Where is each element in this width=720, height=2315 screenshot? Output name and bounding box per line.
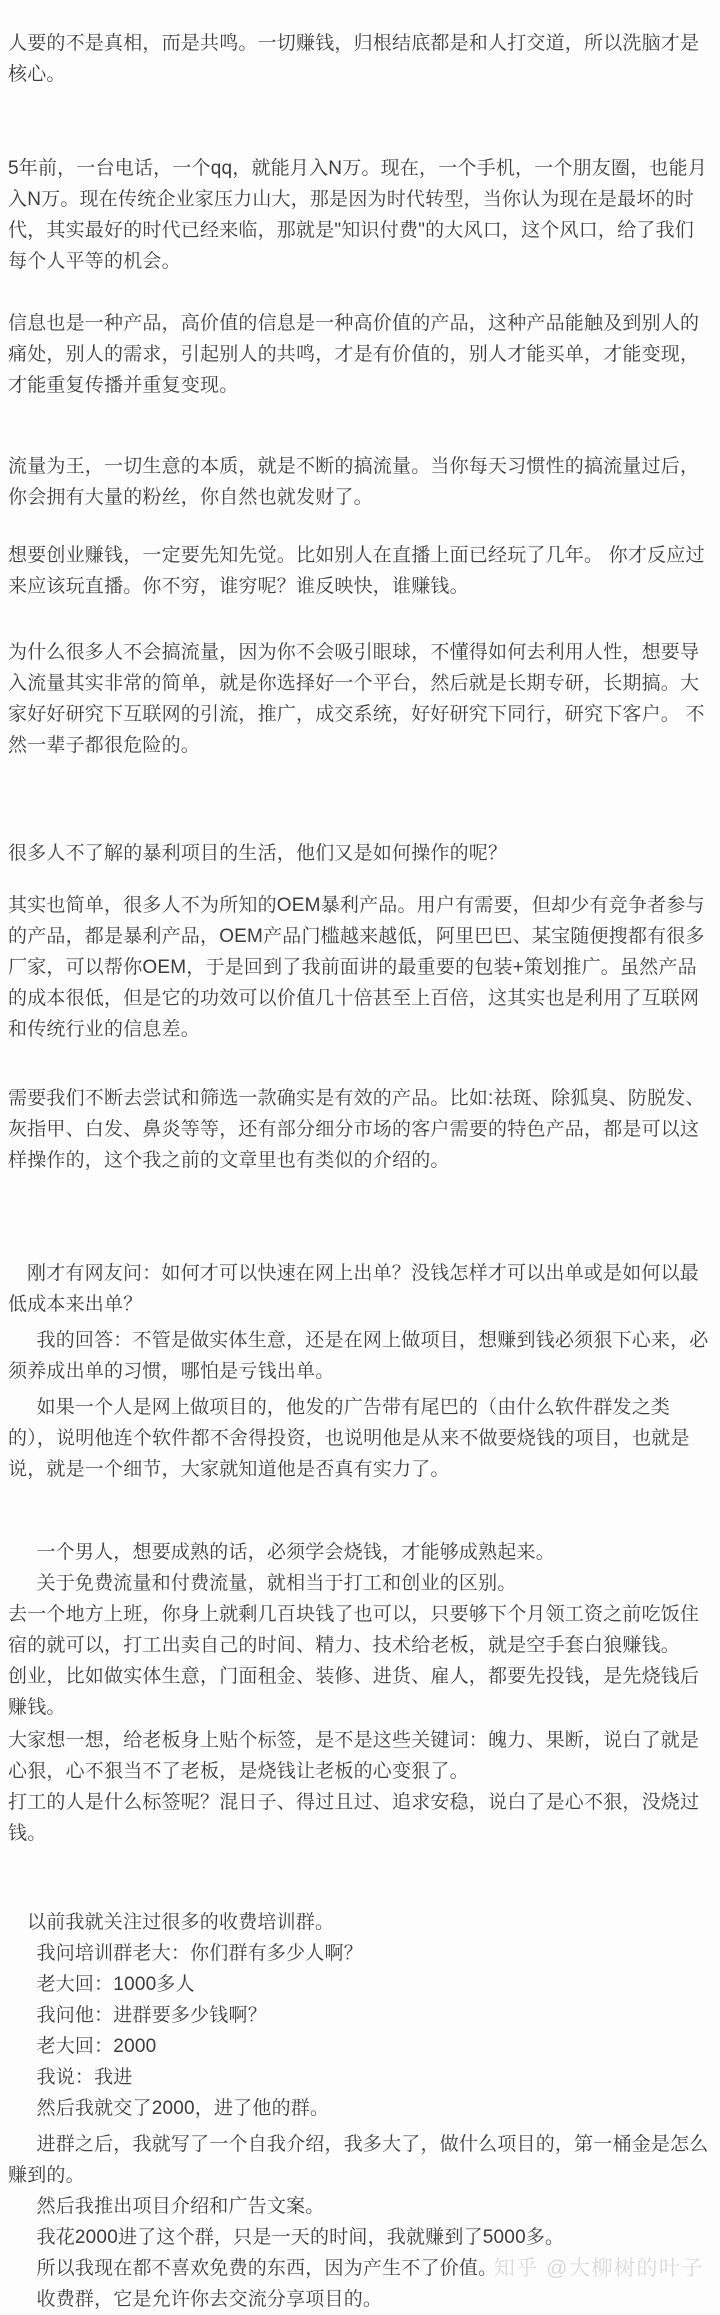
paragraph: 如果一个人是网上做项目的，他发的广告带有尾巴的（由什么软件群发之类的），说明他连个软件都不舍得投资，也说明他是从来不做要烧钱的项目，也就是说，就是一个细节，大家就知道他是否真有实力了。: [8, 1397, 690, 1480]
paragraph: 一个男人，想要成熟的话，必须学会烧钱，才能够成熟起来。: [36, 1542, 555, 1563]
paragraph: 收费群，它是允许你去交流分享项目的。: [36, 2289, 383, 2310]
paragraph: 关于免费流量和付费流量，就相当于打工和创业的区别。: [36, 1573, 517, 1594]
paragraph: 信息也是一种产品，高价值的信息是一种高价值的产品，这种产品能触及到别人的痛处，别人的需求，引起别人的共鸣，才是有价值的，别人才能买单，才能变现，才能重复传播并重复变现。: [8, 313, 700, 396]
paragraph: 为什么很多人不会搞流量，因为你不会吸引眼球，不懂得如何去利用人性，想要导入流量其实非常的简单，就是你选择好一个平台，然后就是长期专研，长期搞。大家好好研究下互联网的引流，推广，成交系统，好好研究下同行，研究下客户。 不然一辈子都很危险的。: [8, 642, 705, 756]
paragraph: 我说：我进: [36, 2067, 133, 2088]
paragraph: 我问培训群老大：你们群有多少人啊？: [36, 1943, 363, 1964]
paragraph: 大家想一想，给老板身上贴个标签，是不是这些关键词：魄力、果断，说白了就是心狠，心不狠当不了老板，是烧钱让老板的心变狠了。: [8, 1730, 700, 1782]
paragraph: 我的回答：不管是做实体生意，还是在网上做项目，想赚到钱必须狠下心来，必须养成出单的习惯，哪怕是亏钱出单。: [8, 1330, 709, 1382]
paragraph: 需要我们不断去尝试和筛选一款确实是有效的产品。比如:祛斑、除狐臭、防脱发、灰指甲、白发、鼻炎等等，还有部分细分市场的客户需要的特色产品，都是可以这样操作的，这个我之前的文章里也有类似的介绍的。: [8, 1088, 705, 1171]
paragraph: 5年前，一台电话，一个qq，就能月入N万。现在，一个手机，一个朋友圈，也能月入N万。现在传统企业家压力山大，那是因为时代转型，当你认为现在是最坏的时代，其实最好的时代已经来临，那就是"知识付费"的大风口，这个风口，给了我们每个人平等的机会。: [8, 158, 708, 272]
paragraph: 进群之后，我就写了一个自我介绍，我多大了，做什么项目的，第一桶金是怎么赚到的。: [8, 2134, 709, 2186]
paragraph: 我问他：进群要多少钱啊？: [36, 2005, 267, 2026]
paragraph: 以前我就关注过很多的收费培训群。: [27, 1912, 335, 1933]
paragraph: 老大回：1000多人: [36, 1974, 195, 1995]
paragraph: 流量为王，一切生意的本质，就是不断的搞流量。当你每天习惯性的搞流量过后，你会拥有大量的粉丝，你自然也就发财了。: [8, 456, 700, 508]
paragraph: 老大回：2000: [36, 2036, 157, 2057]
paragraph: 其实也简单，很多人不为所知的OEM暴利产品。用户有需要，但却少有竞争者参与的产品，都是暴利产品，OEM产品门槛越来越低，阿里巴巴、某宝随便搜都有很多厂家，可以帮你OEM，于是回到了我前面讲的最重要的包装+策划推广。虽然产品的成本很低，但是它的功效可以价值几十倍甚至上百倍，这其实也是利用了互联网和传统行业的信息差。: [8, 895, 705, 1040]
paragraph: 然后我就交了2000，进了他的群。: [36, 2098, 330, 2119]
paragraph: 去一个地方上班，你身上就剩几百块钱了也可以，只要够下个月领工资之前吃饭住宿的就可以，打工出卖自己的时间、精力、技术给老板，就是空手套白狼赚钱。: [8, 1604, 700, 1656]
paragraph: 想要创业赚钱，一定要先知先觉。比如别人在直播上面已经玩了几年。 你才反应过 来应该玩直播。你不穷，谁穷呢？谁反映快，谁赚钱。: [8, 545, 705, 597]
paragraph: 我花2000进了这个群，只是一天的时间，我就赚到了5000多。: [36, 2227, 565, 2248]
paragraph: 人要的不是真相，而是共鸣。一切赚钱，归根结底都是和人打交道，所以洗脑才是核心。: [8, 33, 700, 85]
paragraph: 所以我现在都不喜欢免费的东西，因为产生不了价值。: [36, 2258, 498, 2279]
paragraph: 很多人不了解的暴利项目的生活，他们又是如何操作的呢？: [8, 843, 508, 864]
paragraph: 刚才有网友问：如何才可以快速在网上出单？没钱怎样才可以出单或是如何以最低成本来出单？: [8, 1263, 700, 1315]
zhihu-watermark: 知乎 @大柳树的叶子: [493, 2257, 704, 2280]
paragraph: 创业，比如做实体生意，门面租金、装修、进货、雇人，都要先投钱，是先烧钱后赚钱。: [8, 1666, 700, 1718]
paragraph: 打工的人是什么标签呢？混日子、得过且过、追求安稳，说白了是心不狠，没烧过钱。: [8, 1792, 700, 1844]
paragraph: 然后我推出项目介绍和广告文案。: [36, 2196, 325, 2217]
